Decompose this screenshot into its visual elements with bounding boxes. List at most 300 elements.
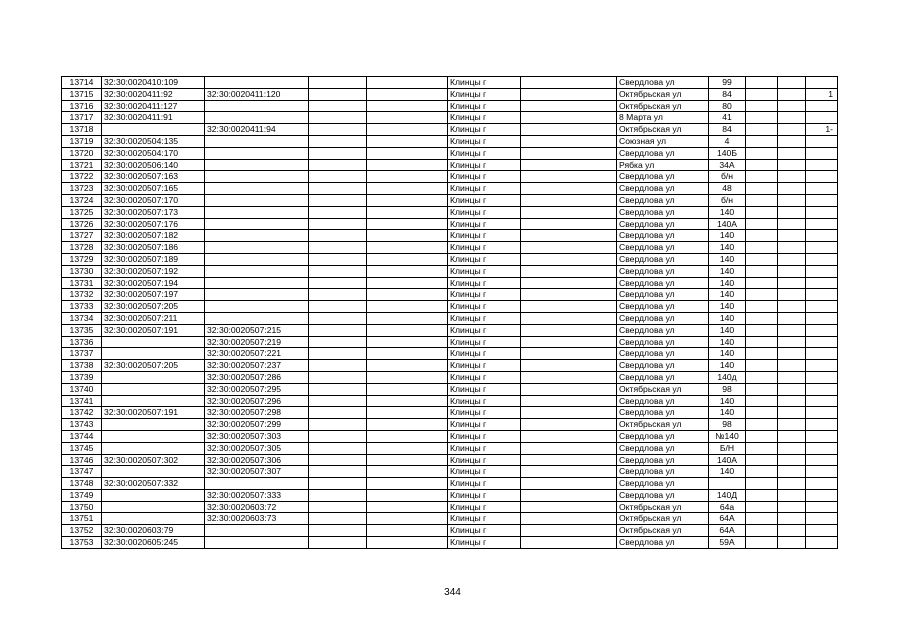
cell-blank-col-11 [778, 135, 806, 147]
cell-linked-cadastral-number: 32:30:0020603:72 [205, 501, 309, 513]
cell-blank-col-11 [778, 348, 806, 360]
cell-row-number: 13727 [62, 230, 102, 242]
table-row [62, 501, 838, 513]
table-row [62, 88, 838, 100]
cell-extra-value [806, 183, 838, 195]
cell-blank-col-5 [367, 501, 448, 513]
cell-blank-col-7 [521, 253, 617, 265]
cell-street: Октябрьская ул [617, 383, 709, 395]
cell-blank-col-10 [746, 383, 778, 395]
cell-city: Клинцы г [448, 537, 521, 549]
cell-blank-col-5 [367, 324, 448, 336]
cell-house-number: 140 [709, 301, 746, 313]
cell-blank-col-7 [521, 525, 617, 537]
cell-street: Свердлова ул [617, 478, 709, 490]
cell-blank-col-5 [367, 159, 448, 171]
cell-house-number: 64А [709, 513, 746, 525]
cell-row-number: 13738 [62, 360, 102, 372]
cell-blank-col-4 [309, 430, 367, 442]
cell-blank-col-11 [778, 442, 806, 454]
cell-blank-col-7 [521, 112, 617, 124]
cell-blank-col-7 [521, 419, 617, 431]
cell-city: Клинцы г [448, 371, 521, 383]
cell-blank-col-5 [367, 336, 448, 348]
cell-blank-col-11 [778, 147, 806, 159]
cell-blank-col-7 [521, 407, 617, 419]
cell-extra-value [806, 135, 838, 147]
table-row [62, 265, 838, 277]
table-row [62, 407, 838, 419]
cell-blank-col-10 [746, 537, 778, 549]
cell-linked-cadastral-number [205, 537, 309, 549]
cell-blank-col-7 [521, 501, 617, 513]
cell-linked-cadastral-number [205, 100, 309, 112]
cell-blank-col-11 [778, 253, 806, 265]
cell-city: Клинцы г [448, 77, 521, 89]
table-row [62, 194, 838, 206]
cell-linked-cadastral-number: 32:30:0020603:73 [205, 513, 309, 525]
cell-street: Октябрьская ул [617, 100, 709, 112]
cell-street: Свердлова ул [617, 312, 709, 324]
cell-blank-col-10 [746, 371, 778, 383]
cell-extra-value [806, 194, 838, 206]
cell-house-number: 140 [709, 230, 746, 242]
cell-linked-cadastral-number [205, 183, 309, 195]
cell-blank-col-11 [778, 206, 806, 218]
cell-blank-col-5 [367, 466, 448, 478]
cell-blank-col-5 [367, 301, 448, 313]
cell-cadastral-number: 32:30:0020507:302 [102, 454, 205, 466]
cell-blank-col-11 [778, 513, 806, 525]
cell-blank-col-5 [367, 124, 448, 136]
cell-blank-col-11 [778, 100, 806, 112]
table-row [62, 525, 838, 537]
cell-extra-value [806, 478, 838, 490]
cell-linked-cadastral-number [205, 112, 309, 124]
cell-blank-col-4 [309, 289, 367, 301]
cell-house-number: 140Б [709, 147, 746, 159]
cell-linked-cadastral-number [205, 135, 309, 147]
cell-city: Клинцы г [448, 206, 521, 218]
cell-blank-col-10 [746, 525, 778, 537]
cell-blank-col-7 [521, 77, 617, 89]
cell-street: Октябрьская ул [617, 513, 709, 525]
cell-blank-col-7 [521, 537, 617, 549]
cell-city: Клинцы г [448, 513, 521, 525]
cell-blank-col-5 [367, 419, 448, 431]
cell-house-number: б/н [709, 171, 746, 183]
cell-extra-value [806, 289, 838, 301]
cell-blank-col-10 [746, 348, 778, 360]
cell-street: Свердлова ул [617, 442, 709, 454]
cell-house-number: 140 [709, 348, 746, 360]
cell-blank-col-10 [746, 407, 778, 419]
cell-cadastral-number: 32:30:0020507:173 [102, 206, 205, 218]
cell-blank-col-4 [309, 183, 367, 195]
cell-cadastral-number: 32:30:0020504:135 [102, 135, 205, 147]
cell-linked-cadastral-number: 32:30:0020507:298 [205, 407, 309, 419]
cell-city: Клинцы г [448, 407, 521, 419]
table-row [62, 360, 838, 372]
cell-blank-col-5 [367, 135, 448, 147]
cell-blank-col-4 [309, 525, 367, 537]
table-row [62, 147, 838, 159]
cell-blank-col-5 [367, 183, 448, 195]
cell-blank-col-11 [778, 501, 806, 513]
cell-street: Свердлова ул [617, 265, 709, 277]
cell-street: Свердлова ул [617, 371, 709, 383]
cell-row-number: 13748 [62, 478, 102, 490]
cell-city: Клинцы г [448, 430, 521, 442]
cell-extra-value [806, 147, 838, 159]
cell-house-number: 99 [709, 77, 746, 89]
cell-linked-cadastral-number: 32:30:0020507:221 [205, 348, 309, 360]
cell-blank-col-10 [746, 171, 778, 183]
cell-house-number: 140 [709, 312, 746, 324]
cell-blank-col-10 [746, 253, 778, 265]
cell-blank-col-11 [778, 194, 806, 206]
cell-blank-col-10 [746, 312, 778, 324]
cell-blank-col-4 [309, 312, 367, 324]
cell-house-number: №140 [709, 430, 746, 442]
cell-row-number: 13742 [62, 407, 102, 419]
cell-street: Свердлова ул [617, 301, 709, 313]
cell-cadastral-number: 32:30:0020507:197 [102, 289, 205, 301]
cell-blank-col-4 [309, 513, 367, 525]
cell-house-number: 140 [709, 253, 746, 265]
cell-house-number: 140 [709, 466, 746, 478]
cell-cadastral-number: 32:30:0020507:332 [102, 478, 205, 490]
table-row [62, 478, 838, 490]
cell-city: Клинцы г [448, 230, 521, 242]
table-row [62, 430, 838, 442]
cell-row-number: 13729 [62, 253, 102, 265]
cell-blank-col-10 [746, 218, 778, 230]
cell-extra-value [806, 112, 838, 124]
cell-house-number: 140А [709, 454, 746, 466]
cell-blank-col-11 [778, 395, 806, 407]
cell-blank-col-5 [367, 77, 448, 89]
cell-blank-col-4 [309, 277, 367, 289]
table-row [62, 336, 838, 348]
cell-blank-col-5 [367, 277, 448, 289]
cell-blank-col-7 [521, 171, 617, 183]
cell-cadastral-number [102, 371, 205, 383]
cell-row-number: 13752 [62, 525, 102, 537]
cell-blank-col-11 [778, 525, 806, 537]
cell-city: Клинцы г [448, 171, 521, 183]
cell-row-number: 13723 [62, 183, 102, 195]
cell-city: Клинцы г [448, 466, 521, 478]
cell-cadastral-number [102, 395, 205, 407]
cell-blank-col-5 [367, 147, 448, 159]
cell-cadastral-number: 32:30:0020506:140 [102, 159, 205, 171]
table-row [62, 100, 838, 112]
cell-extra-value [806, 242, 838, 254]
table-row [62, 230, 838, 242]
cell-house-number: 140Д [709, 489, 746, 501]
cell-row-number: 13715 [62, 88, 102, 100]
cell-blank-col-10 [746, 513, 778, 525]
cell-blank-col-7 [521, 100, 617, 112]
cell-blank-col-11 [778, 489, 806, 501]
cell-extra-value [806, 513, 838, 525]
table-row [62, 206, 838, 218]
cell-row-number: 13739 [62, 371, 102, 383]
cell-row-number: 13734 [62, 312, 102, 324]
cell-row-number: 13728 [62, 242, 102, 254]
cell-city: Клинцы г [448, 312, 521, 324]
cell-blank-col-7 [521, 348, 617, 360]
cell-blank-col-4 [309, 88, 367, 100]
cell-blank-col-11 [778, 183, 806, 195]
cell-city: Клинцы г [448, 124, 521, 136]
cell-blank-col-5 [367, 289, 448, 301]
cell-extra-value [806, 324, 838, 336]
cell-blank-col-10 [746, 77, 778, 89]
cell-city: Клинцы г [448, 478, 521, 490]
cell-blank-col-7 [521, 135, 617, 147]
cell-blank-col-10 [746, 230, 778, 242]
cell-blank-col-7 [521, 360, 617, 372]
cell-blank-col-4 [309, 336, 367, 348]
cell-row-number: 13749 [62, 489, 102, 501]
cell-house-number: 140 [709, 206, 746, 218]
table-row [62, 537, 838, 549]
cell-city: Клинцы г [448, 159, 521, 171]
cell-blank-col-7 [521, 124, 617, 136]
cell-extra-value [806, 419, 838, 431]
cell-blank-col-5 [367, 218, 448, 230]
cell-blank-col-4 [309, 537, 367, 549]
cell-blank-col-4 [309, 360, 367, 372]
cell-blank-col-5 [367, 230, 448, 242]
cell-extra-value [806, 489, 838, 501]
cell-blank-col-5 [367, 395, 448, 407]
cell-blank-col-7 [521, 289, 617, 301]
cell-linked-cadastral-number: 32:30:0020507:305 [205, 442, 309, 454]
cell-city: Клинцы г [448, 489, 521, 501]
cell-extra-value [806, 537, 838, 549]
cell-blank-col-5 [367, 100, 448, 112]
cell-blank-col-7 [521, 383, 617, 395]
cell-blank-col-5 [367, 371, 448, 383]
cell-city: Клинцы г [448, 419, 521, 431]
cell-row-number: 13725 [62, 206, 102, 218]
cell-house-number: 140 [709, 265, 746, 277]
table-row [62, 183, 838, 195]
cell-house-number: 140 [709, 242, 746, 254]
cell-extra-value [806, 277, 838, 289]
cell-row-number: 13719 [62, 135, 102, 147]
cell-cadastral-number: 32:30:0020507:205 [102, 301, 205, 313]
cell-row-number: 13717 [62, 112, 102, 124]
cell-blank-col-4 [309, 159, 367, 171]
cell-house-number: 41 [709, 112, 746, 124]
cell-blank-col-10 [746, 454, 778, 466]
cell-blank-col-10 [746, 489, 778, 501]
cell-house-number: 140 [709, 289, 746, 301]
cell-city: Клинцы г [448, 442, 521, 454]
cell-street: Свердлова ул [617, 466, 709, 478]
cell-cadastral-number: 32:30:0020507:186 [102, 242, 205, 254]
cell-blank-col-7 [521, 159, 617, 171]
cell-house-number: 34А [709, 159, 746, 171]
cell-linked-cadastral-number: 32:30:0020507:215 [205, 324, 309, 336]
cell-city: Клинцы г [448, 112, 521, 124]
table-body [62, 77, 838, 549]
cell-extra-value [806, 230, 838, 242]
cell-extra-value [806, 348, 838, 360]
cell-blank-col-4 [309, 489, 367, 501]
cell-linked-cadastral-number [205, 301, 309, 313]
cell-blank-col-4 [309, 253, 367, 265]
cell-blank-col-10 [746, 360, 778, 372]
cell-house-number: 64А [709, 525, 746, 537]
cell-blank-col-4 [309, 419, 367, 431]
page-number: 344 [444, 587, 461, 598]
cell-street: Октябрьская ул [617, 419, 709, 431]
cell-extra-value [806, 336, 838, 348]
cell-linked-cadastral-number [205, 171, 309, 183]
cell-extra-value [806, 77, 838, 89]
cell-blank-col-10 [746, 324, 778, 336]
cell-blank-col-4 [309, 147, 367, 159]
cell-row-number: 13740 [62, 383, 102, 395]
cell-blank-col-10 [746, 206, 778, 218]
cell-city: Клинцы г [448, 135, 521, 147]
cell-house-number [709, 478, 746, 490]
cell-cadastral-number: 32:30:0020507:191 [102, 407, 205, 419]
cell-row-number: 13743 [62, 419, 102, 431]
table-row [62, 489, 838, 501]
cell-blank-col-11 [778, 301, 806, 313]
cell-street: 8 Марта ул [617, 112, 709, 124]
cell-cadastral-number: 32:30:0020507:176 [102, 218, 205, 230]
cell-cadastral-number [102, 419, 205, 431]
cell-street: Свердлова ул [617, 194, 709, 206]
cell-blank-col-5 [367, 171, 448, 183]
cell-linked-cadastral-number [205, 147, 309, 159]
cell-linked-cadastral-number: 32:30:0020507:299 [205, 419, 309, 431]
cell-street: Свердлова ул [617, 360, 709, 372]
cell-street: Свердлова ул [617, 430, 709, 442]
cell-blank-col-5 [367, 112, 448, 124]
cell-linked-cadastral-number [205, 230, 309, 242]
cell-blank-col-4 [309, 218, 367, 230]
cell-linked-cadastral-number: 32:30:0020507:307 [205, 466, 309, 478]
cell-street: Свердлова ул [617, 206, 709, 218]
cell-street: Рябка ул [617, 159, 709, 171]
cell-cadastral-number [102, 383, 205, 395]
cell-blank-col-10 [746, 430, 778, 442]
cell-city: Клинцы г [448, 360, 521, 372]
cell-blank-col-4 [309, 454, 367, 466]
cell-street: Свердлова ул [617, 537, 709, 549]
cell-city: Клинцы г [448, 218, 521, 230]
table-row [62, 159, 838, 171]
cell-blank-col-5 [367, 194, 448, 206]
cell-blank-col-4 [309, 383, 367, 395]
cell-blank-col-10 [746, 277, 778, 289]
cell-street: Свердлова ул [617, 183, 709, 195]
cell-blank-col-10 [746, 88, 778, 100]
cell-blank-col-7 [521, 242, 617, 254]
cell-city: Клинцы г [448, 242, 521, 254]
cell-linked-cadastral-number [205, 525, 309, 537]
cell-blank-col-10 [746, 478, 778, 490]
cell-blank-col-4 [309, 135, 367, 147]
cell-linked-cadastral-number [205, 478, 309, 490]
cell-city: Клинцы г [448, 194, 521, 206]
cell-blank-col-7 [521, 513, 617, 525]
cell-blank-col-4 [309, 242, 367, 254]
cell-blank-col-11 [778, 466, 806, 478]
cell-city: Клинцы г [448, 383, 521, 395]
cell-house-number: 4 [709, 135, 746, 147]
cell-row-number: 13736 [62, 336, 102, 348]
cell-blank-col-11 [778, 171, 806, 183]
cell-extra-value [806, 430, 838, 442]
cell-cadastral-number: 32:30:0020507:205 [102, 360, 205, 372]
cell-linked-cadastral-number: 32:30:0020507:333 [205, 489, 309, 501]
cell-cadastral-number [102, 513, 205, 525]
cell-blank-col-7 [521, 230, 617, 242]
cell-city: Клинцы г [448, 336, 521, 348]
cell-blank-col-5 [367, 537, 448, 549]
cell-blank-col-7 [521, 218, 617, 230]
cell-blank-col-11 [778, 159, 806, 171]
cell-extra-value [806, 265, 838, 277]
cell-blank-col-4 [309, 194, 367, 206]
cell-blank-col-11 [778, 265, 806, 277]
cell-blank-col-11 [778, 419, 806, 431]
cell-city: Клинцы г [448, 348, 521, 360]
cell-extra-value [806, 159, 838, 171]
cell-extra-value [806, 218, 838, 230]
cell-blank-col-10 [746, 242, 778, 254]
cell-house-number: 140 [709, 407, 746, 419]
cell-blank-col-7 [521, 489, 617, 501]
cell-linked-cadastral-number [205, 159, 309, 171]
cell-house-number: 140 [709, 277, 746, 289]
table-row [62, 395, 838, 407]
cell-row-number: 13744 [62, 430, 102, 442]
cell-row-number: 13735 [62, 324, 102, 336]
cell-blank-col-4 [309, 171, 367, 183]
cell-city: Клинцы г [448, 525, 521, 537]
cell-extra-value [806, 525, 838, 537]
cell-blank-col-4 [309, 478, 367, 490]
cell-linked-cadastral-number [205, 218, 309, 230]
cell-blank-col-5 [367, 478, 448, 490]
cell-blank-col-5 [367, 525, 448, 537]
cell-cadastral-number: 32:30:0020507:189 [102, 253, 205, 265]
cell-cadastral-number: 32:30:0020411:127 [102, 100, 205, 112]
cell-house-number: Б/Н [709, 442, 746, 454]
cell-extra-value [806, 407, 838, 419]
cell-blank-col-5 [367, 88, 448, 100]
cell-linked-cadastral-number [205, 265, 309, 277]
cell-blank-col-5 [367, 489, 448, 501]
cell-blank-col-11 [778, 312, 806, 324]
cell-linked-cadastral-number: 32:30:0020507:295 [205, 383, 309, 395]
cell-blank-col-11 [778, 88, 806, 100]
table-row [62, 371, 838, 383]
cell-city: Клинцы г [448, 501, 521, 513]
cell-row-number: 13737 [62, 348, 102, 360]
cell-blank-col-4 [309, 407, 367, 419]
